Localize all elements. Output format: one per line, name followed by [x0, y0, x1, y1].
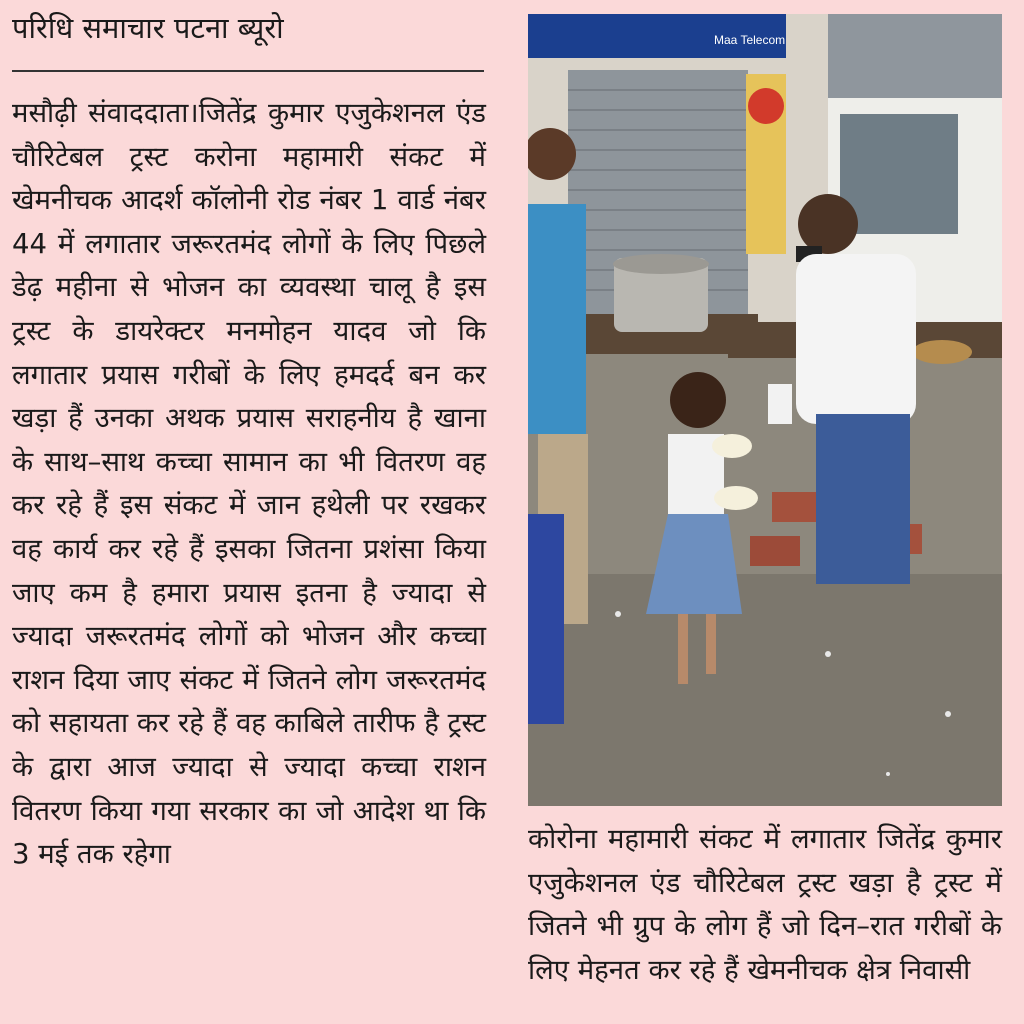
divider-rule — [12, 70, 484, 72]
news-photo — [528, 14, 1002, 806]
article-column-left — [12, 92, 486, 877]
article-body-left: मसौढ़ी संवाददाता।जितेंद्र कुमार एजुकेशनल एंड चौरिटेबल ट्रस्ट करोना महामारी संकट में खेमनीचक आदर्श कॉलोनी रोड नंबर 1 वार्ड नंबर 44 में लगातार जरूरतमंद लोगों के लिए पिछले डेढ़ महीना से भोजन का व्यवस्था चालू है इस ट्रस्ट के डायरेक्टर मनमोहन यादव जो कि लगातार प्रयास गरीबों के लिए हमदर्द बन कर खड़ा हैं उनका अथक प्रयास सराहनीय है खाना के साथ–साथ कच्चा सामान का भी वितरण वह कर रहे हैं इस संकट में जान हथेली पर रखकर वह कार्य कर रहे हैं इसका जितना प्रशंसा किया जाए कम है हमारा प्रयास इतना है ज्यादा से ज्यादा जरूरतमंद लोगों को भोजन और कच्चा राशन दिया जाए संकट में जितने लोग जरूरतमंद को सहायता कर रहे हैं वह काबिले तारीफ है ट्रस्ट के द्वारा आज ज्यादा से ज्यादा कच्चा राशन वितरण किया गया सरकार का जो आदेश था कि 3 मई तक रहेगा — [12, 97, 486, 871]
article-body-right: कोरोना महामारी संकट में लगातार जितेंद्र कुमार एजुकेशनल एंड चौरिटेबल ट्रस्ट खड़ा है ट्रस्ट में जितने भी ग्रुप के लोग हैं जो दिन–रात गरीबों के लिए मेहनत कर रहे हैं खेमनीचक क्षेत्र निवासी — [528, 823, 1002, 986]
shop-sign-text: Maa Telecom — [714, 33, 786, 47]
byline: परिधि समाचार पटना ब्यूरो — [12, 11, 284, 45]
article-column-right — [528, 818, 1002, 992]
